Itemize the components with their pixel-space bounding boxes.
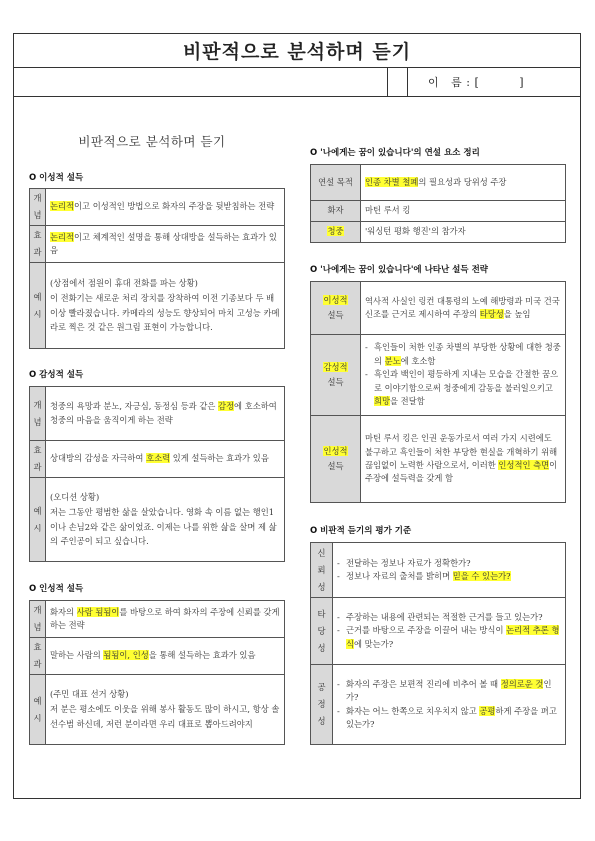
example-label: 예 시	[30, 675, 46, 745]
text: 말하는 사람의	[50, 650, 104, 661]
highlight: 타당성	[479, 309, 504, 319]
text: 에 맞는가?	[354, 638, 394, 649]
text: 청중의 욕망과 분노, 자긍심, 동정심 등과 같은	[50, 401, 219, 412]
blank-cell	[14, 68, 388, 96]
audience-label	[311, 222, 361, 243]
def-label: 개 념	[30, 601, 46, 638]
pathos-example: (오디션 상황) 저는 그동안 평범한 삶을 살았습니다. 영화 속 이름 없는 행인1이나 손님2와 같은 삶이었죠. 이제는 나를 위한 삶을 살며 제 삶의 주인공이 되고 싶습니다.	[46, 478, 285, 562]
list-item	[337, 611, 561, 624]
text: 에 호소함	[400, 355, 436, 366]
highlight: 공평	[479, 705, 496, 716]
validity-label: 타 당 성	[311, 598, 333, 665]
strategy-logos	[361, 282, 566, 335]
text: 있게 설득하는 효과가 있음	[170, 453, 269, 464]
text: 이고 이성적인 방법으로 화자의 주장을 뒷받침하는 전략	[74, 201, 275, 212]
text: 인가?	[346, 678, 552, 703]
highlight: 호소력	[146, 453, 171, 464]
speech-table	[310, 164, 566, 243]
ethos-heading: O 인성적 설득	[29, 584, 84, 594]
highlight: 분노	[384, 355, 401, 366]
example-label: 예 시	[30, 263, 46, 349]
strategy-pathos-label	[311, 335, 361, 416]
effect-label: 효 과	[30, 441, 46, 478]
text: 전달하는 정보나 자료가 정확한가?	[346, 557, 471, 568]
name-row	[13, 67, 581, 97]
list-item	[365, 368, 561, 408]
name-field[interactable]: 이 름 : [ ]	[428, 76, 524, 89]
highlight: 논리적 추론 형식	[346, 625, 560, 649]
strategy-ethos-label	[311, 416, 361, 503]
example-label: 예 시	[30, 478, 46, 562]
audience-value: '워싱턴 평화 행진'의 참가자	[361, 222, 566, 243]
text: 을 높임	[503, 309, 531, 319]
list-item	[337, 705, 561, 732]
effect-label: 효 과	[30, 638, 46, 675]
highlight: 논리적	[50, 201, 75, 212]
criteria-heading: O 비판적 듣기의 평가 기준	[310, 526, 412, 536]
text: 정보나 자료의 출처를 밝히며	[346, 571, 453, 581]
text: 주장하는 내용에 관련되는 적절한 근거를 들고 있는가?	[346, 611, 543, 622]
highlight: 정의로운 것	[500, 678, 544, 689]
strategy-table	[310, 281, 566, 503]
text: 을 통해 설득하는 효과가 있음	[148, 650, 256, 661]
ethos-table	[29, 600, 285, 745]
text: 근거를 바탕으로 주장을 이끌어 내는 방식이	[346, 625, 507, 636]
text: 흑인과 백인이 평등하게 지내는 모습을 간절한 꿈으로 이야기함으로써 청중에게 감동을 불러일으키고	[374, 369, 559, 393]
def-label: 개 념	[30, 387, 46, 441]
ethos-example: (주민 대표 선거 상황) 저 분은 평소에도 이웃을 위해 봉사 활동도 많이 하시고, 항상 솔선수범 하신데, 저런 분이라면 우리 대표로 뽑아드려야지	[46, 675, 285, 745]
text: 설득	[327, 461, 344, 471]
strategy-heading: O '나에게는 꿈이 있습니다'에 나타난 설득 전략	[310, 265, 488, 275]
strategy-ethos	[361, 416, 566, 503]
def-label: 개 념	[30, 189, 46, 226]
logos-table	[29, 188, 285, 349]
strategy-pathos	[361, 335, 566, 416]
text: 을 전달함	[390, 396, 425, 407]
pathos-effect	[46, 441, 285, 478]
highlight: 청중	[327, 226, 344, 237]
text: 흑인들이 처한 인종 차별의 부당한 상황에 대한 청중의	[374, 342, 561, 366]
pathos-table	[29, 386, 285, 562]
pathos-definition	[46, 387, 285, 441]
list-item	[337, 624, 561, 651]
highlight: 믿을 수 있는가?	[452, 571, 511, 581]
logos-effect	[46, 226, 285, 263]
text: 마틴 루서 킹은 인권 운동가로서 여러 가지 시련에도 불구하고 흑인들이 처한 부당한 현실을 개혁하기 위해 끊임없이 노력한 사람으로서, 이러한	[365, 433, 558, 470]
speech-purpose-label: 연설 목적	[311, 165, 361, 201]
pathos-heading: O 감성적 설득	[29, 370, 84, 380]
highlight: 됨됨이, 인성	[103, 650, 149, 661]
speech-purpose	[361, 165, 566, 201]
text: 상대방의 감성을 자극하여	[50, 453, 147, 464]
list-item	[337, 570, 561, 583]
text: 역사적 사실인 링컨 대통령의 노예 해방령과 미국 건국 신조를 근거로 제시하여 주장의	[365, 295, 560, 319]
ethos-definition	[46, 601, 285, 638]
highlight: 감정	[218, 401, 235, 412]
highlight: 감성적	[323, 362, 348, 372]
highlight: 인성적인 측면	[498, 460, 550, 470]
speaker-value: 마틴 루서 킹	[361, 201, 566, 222]
highlight: 희망	[374, 396, 391, 407]
highlight: 인종 차별 철폐	[365, 176, 419, 187]
credibility-items	[333, 543, 566, 598]
blank-cell-small	[388, 68, 408, 96]
text: 하게 주장을 펴고 있는가?	[346, 705, 557, 729]
text: 이 주장에 설득력을 갖게 함	[365, 460, 558, 484]
text: 화자는 어느 한쪽으로 치우치지 않고	[346, 705, 480, 716]
text: 화자의	[50, 606, 77, 617]
text: 설득	[327, 377, 344, 387]
section-subtitle: 비판적으로 분석하며 듣기	[78, 134, 226, 149]
logos-heading: O 이성적 설득	[29, 173, 84, 183]
list-item	[365, 341, 561, 368]
text: 에 호소하여 청중의 마음을 움직이게 하는 전략	[50, 401, 277, 425]
highlight: 사람 됨됨이	[76, 606, 120, 617]
logos-definition	[46, 189, 285, 226]
text: 이고 체계적인 설명을 통해 상대방을 설득하는 효과가 있음	[50, 231, 277, 255]
highlight: 이성적	[323, 295, 348, 305]
ethos-effect	[46, 638, 285, 675]
page-title: 비판적으로 분석하며 듣기	[13, 33, 581, 68]
text: 를 바탕으로 하여 화자의 주장에 신뢰를 갖게 하는 전략	[50, 606, 280, 630]
list-item	[337, 557, 561, 570]
criteria-table	[310, 542, 566, 745]
fairness-label: 공 정 성	[311, 665, 333, 745]
validity-items	[333, 598, 566, 665]
strategy-logos-label	[311, 282, 361, 335]
text: 설득	[327, 310, 344, 320]
logos-example: (상점에서 점원이 휴대 전화를 파는 상황) 이 전화기는 새로운 처리 장치를 장착하여 이전 기종보다 두 배 이상 빨라졌습니다. 카메라의 성능도 향상되어 마치 고성능 카메라로 찍은 것 같은 원그림 표현이 가능합니다.	[46, 263, 285, 349]
highlight: 인성적	[323, 446, 348, 456]
text: 의 필요성과 당위성 주장	[418, 176, 507, 187]
speech-heading: O '나에게는 꿈이 있습니다'의 연설 요소 정리	[310, 148, 480, 158]
fairness-items	[333, 665, 566, 745]
credibility-label: 신 뢰 성	[311, 543, 333, 598]
effect-label: 효 과	[30, 226, 46, 263]
highlight: 논리적	[50, 231, 75, 242]
speaker-label: 화자	[311, 201, 361, 222]
text: 화자의 주장은 보편적 진리에 비추어 볼 때	[346, 678, 501, 689]
list-item	[337, 678, 561, 705]
